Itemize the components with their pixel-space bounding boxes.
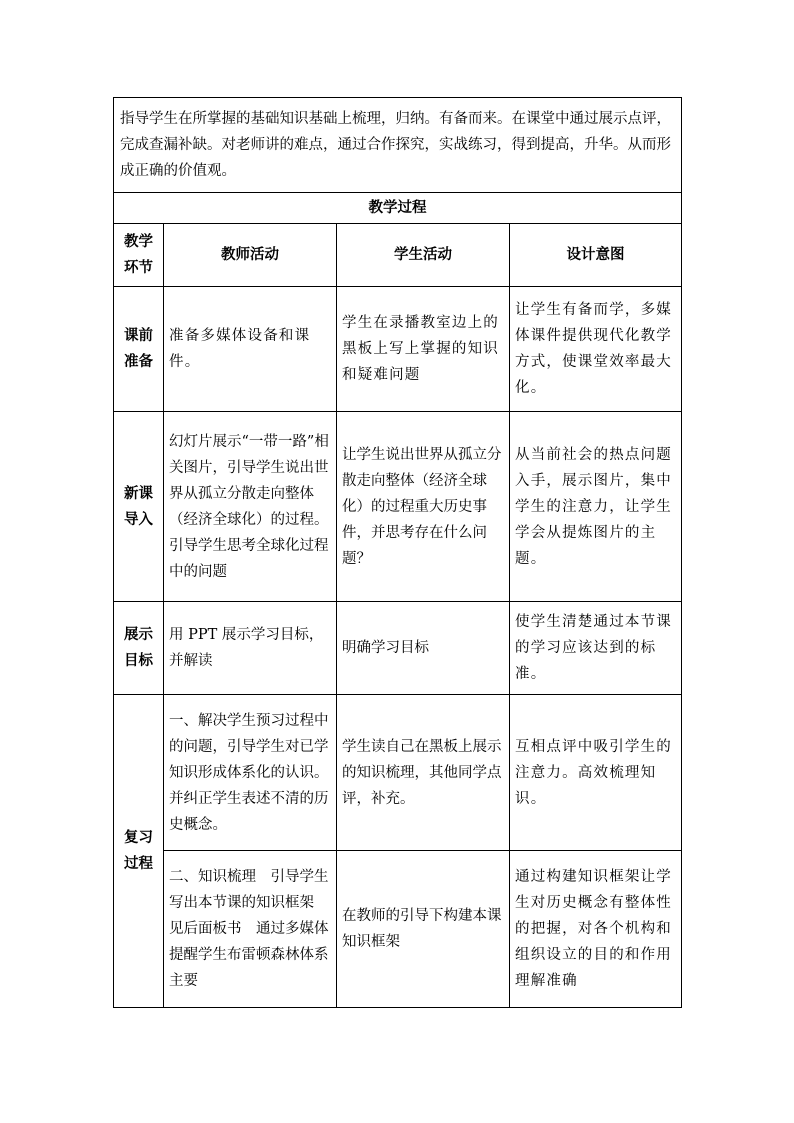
- row-teacher: 二、知识梳理 引导学生写出本节课的知识框架 见后面板书 通过多媒体提醒学生布雷顿森林体系主要: [164, 851, 337, 1008]
- header-stage-line1: 教学: [124, 234, 153, 250]
- row-stage-line2: 导入: [124, 511, 153, 528]
- row-intent: 让学生有备而学，多媒体课件提供现代化教学方式，使课堂效率最大化。: [510, 287, 682, 412]
- intro-row: [114, 98, 682, 193]
- row-teacher: 幻灯片展示“一带一路”相关图片，引导学生说出世界从孤立分散走向整体（经济全球化）的过程。引导学生思考全球化过程中的问题: [164, 412, 337, 602]
- row-stage-line2: 过程: [124, 856, 153, 872]
- row-student: 明确学习目标: [337, 602, 510, 695]
- row-teacher: 一、解决学生预习过程中的问题，引导学生对已学知识形成体系化的认识。并纠正学生表述不清的历史概念。: [164, 695, 337, 851]
- row-stage-line1: 复习: [124, 830, 153, 846]
- row-intent: 通过构建知识框架让学生对历史概念有整体性的把握，对各个机构和组织设立的目的和作用理解准确: [510, 851, 682, 1008]
- row-stage-line2: 目标: [124, 653, 153, 669]
- row-student: 让学生说出世界从孤立分散走向整体（经济全球化）的过程重大历史事件，并思考存在什么问题？: [337, 412, 510, 602]
- table-row: [114, 412, 682, 602]
- header-row: [114, 224, 682, 287]
- section-title-row: [114, 193, 682, 224]
- header-teacher: 教师活动: [164, 224, 337, 287]
- header-stage: [114, 224, 164, 287]
- header-stage-line2: 环节: [124, 260, 153, 276]
- lesson-plan-table: [113, 97, 682, 1008]
- row-student: 学生读自己在黑板上展示的知识梳理，其他同学点评，补充。: [337, 695, 510, 851]
- row-stage: [114, 287, 164, 412]
- row-intent: 从当前社会的热点问题入手，展示图片，集中学生的注意力，让学生学会从提炼图片的主题。: [510, 412, 682, 602]
- table-row: [114, 695, 682, 851]
- row-student: 学生在录播教室边上的黑板上写上掌握的知识和疑难问题: [337, 287, 510, 412]
- row-intent: 互相点评中吸引学生的注意力。高效梳理知识。: [510, 695, 682, 851]
- row-stage-line1: 展示: [124, 627, 153, 643]
- row-stage-line2: 准备: [124, 354, 153, 370]
- row-teacher: 准备多媒体设备和课件。: [164, 287, 337, 412]
- row-intent: 使学生清楚通过本节课的学习应该达到的标准。: [510, 602, 682, 695]
- table-row: [114, 851, 682, 1008]
- table-row: [114, 602, 682, 695]
- row-stage: [114, 695, 164, 1008]
- section-title: 教学过程: [114, 193, 682, 224]
- row-student: 在教师的引导下构建本课知识框架: [337, 851, 510, 1008]
- row-stage-line1: 新课: [124, 485, 153, 502]
- row-stage-line1: 课前: [124, 328, 153, 344]
- table-row: [114, 287, 682, 412]
- row-teacher: 用 PPT 展示学习目标，并解读: [164, 602, 337, 695]
- intro-text: 指导学生在所掌握的基础知识基础上梳理，归纳。有备而来。在课堂中通过展示点评，完成查漏补缺。对老师讲的难点，通过合作探究，实战练习，得到提高，升华。从而形成正确的价值观。: [114, 98, 682, 193]
- header-student: 学生活动: [337, 224, 510, 287]
- row-stage: [114, 412, 164, 602]
- header-intent: 设计意图: [510, 224, 682, 287]
- row-stage: [114, 602, 164, 695]
